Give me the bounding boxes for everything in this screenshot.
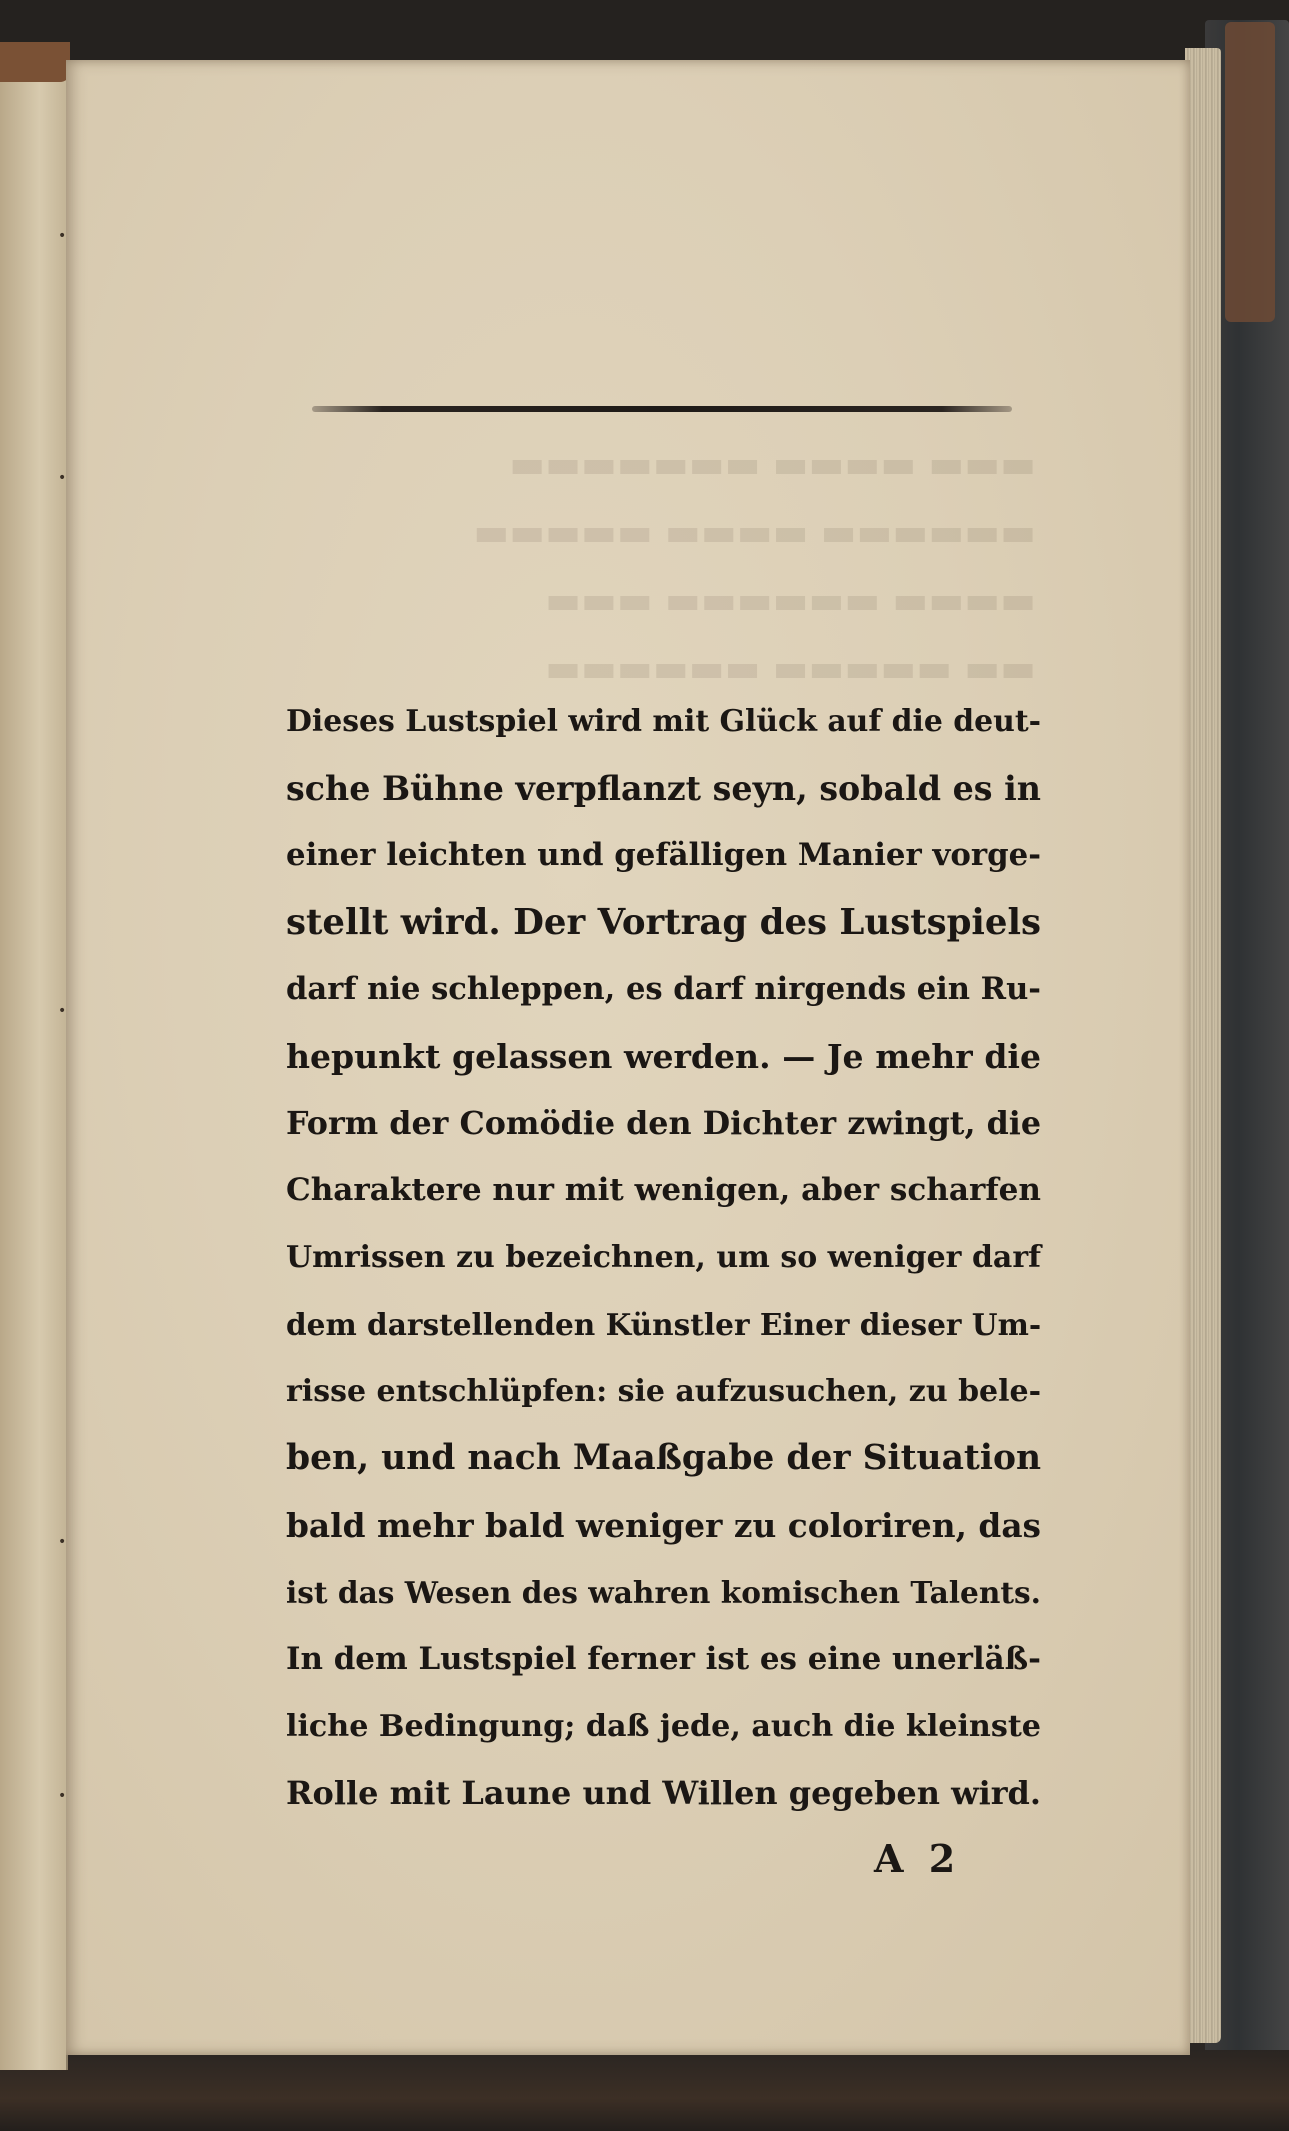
page-edges [1185, 48, 1221, 2043]
text-line: In dem Lustspiel ferner ist es eine unerläß- [286, 1641, 1041, 1677]
text-line: stellt wird. Der Vortrag des Lustspiels [286, 902, 1041, 943]
text-line: Form der Comödie den Dichter zwingt, die [286, 1105, 1041, 1142]
gutter-mark: • [58, 470, 67, 486]
text-line: Rolle mit Laune und Willen gegeben wird. [286, 1774, 1041, 1812]
gutter-mark: • [58, 228, 67, 244]
leather-corner [1225, 22, 1275, 322]
text-line: sche Bühne verpflanzt seyn, sobald es in [286, 769, 1041, 808]
text-line: ist das Wesen des wahren komischen Talents. [286, 1575, 1041, 1610]
bleed-through-shadow: ▬▬▬ ▬▬▬▬ ▬▬▬▬▬▬▬ ▬▬▬▬▬▬ ▬▬▬▬ ▬▬▬▬▬ ▬▬▬▬ ▬▬▬▬▬▬ ▬▬▬ ▬▬ ▬▬▬▬▬ ▬▬▬▬▬▬ [473, 442, 1036, 690]
text-line: hepunkt gelassen werden. — Je mehr die [286, 1037, 1041, 1076]
text-line: einer leichten und gefälligen Manier vorge- [286, 837, 1041, 873]
gutter-mark: • [58, 1534, 67, 1550]
text-line: Dieses Lustspiel wird mit Glück auf die deut- [286, 704, 1041, 739]
left-page-edge [0, 70, 68, 2070]
text-line: bald mehr bald weniger zu coloriren, das [286, 1506, 1041, 1545]
text-line: risse entschlüpfen: sie aufzusuchen, zu bele- [286, 1374, 1042, 1409]
text-line: Charaktere nur mit wenigen, aber scharfen [286, 1172, 1041, 1208]
gutter-mark: • [58, 1003, 67, 1019]
text-line: liche Bedingung; daß jede, auch die kleinste [286, 1709, 1041, 1744]
text-line: dem darstellenden Künstler Einer dieser Um- [286, 1307, 1042, 1342]
text-line: darf nie schleppen, es darf nirgends ein Ru- [286, 971, 1041, 1007]
book-cover-bottom [0, 2050, 1289, 2131]
page-body-text [286, 688, 1041, 1827]
left-leather-corner [0, 42, 70, 82]
signature-mark: A 2 [874, 1836, 962, 1881]
book-page [66, 60, 1190, 2055]
text-line: ben, und nach Maaßgabe der Situation [286, 1438, 1041, 1478]
text-line: Umrissen zu bezeichnen, um so weniger darf [286, 1240, 1041, 1275]
ornamental-rule [312, 406, 1012, 412]
gutter-mark: • [58, 1788, 67, 1804]
